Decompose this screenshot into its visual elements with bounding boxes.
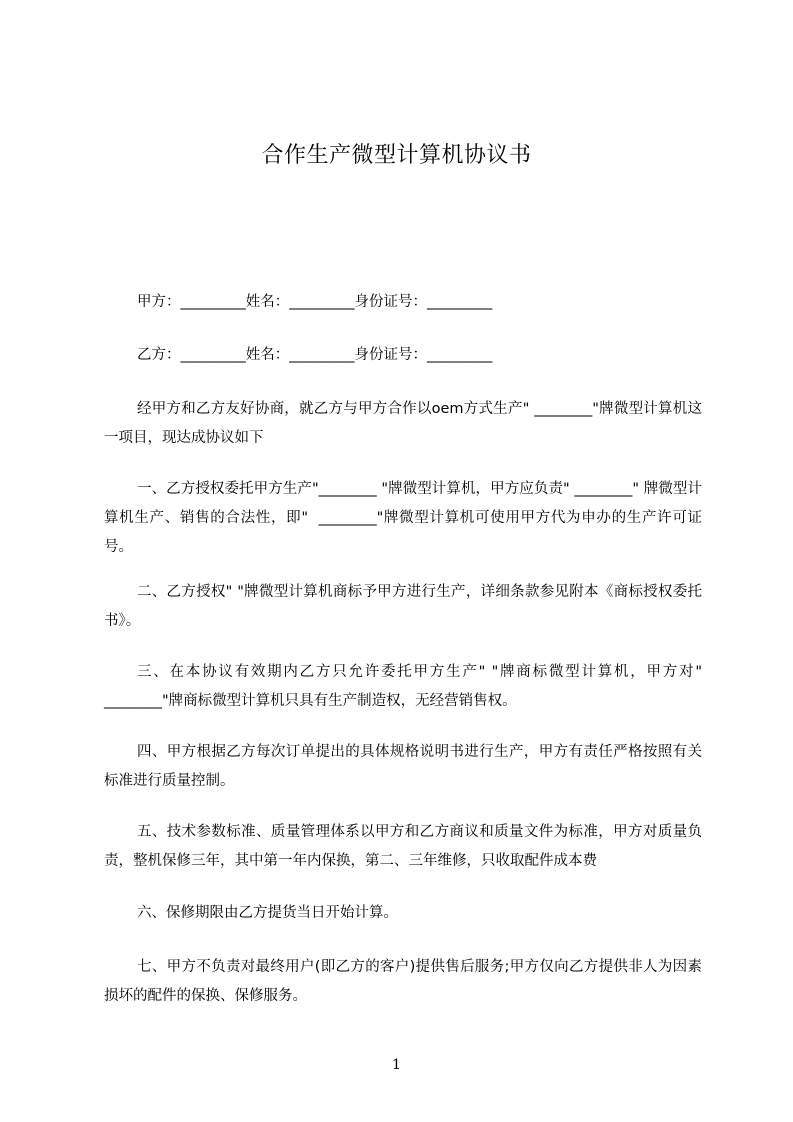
clause-1: 一、乙方授权委托甲方生产"________ "牌微型计算机，甲方应负责" ________" 牌微型计算机生产、销售的合法性，即" ________"牌微型计算机可使用甲方代为申办的生产许可证号。 <box>104 481 702 555</box>
intro-paragraph: 经甲方和乙方友好协商，就乙方与甲方合作以oem方式生产" ________"牌微型计算机这一项目，现达成协议如下 <box>104 401 702 446</box>
clause-3: 三、在本协议有效期内乙方只允许委托甲方生产" "牌商标微型计算机，甲方对" ________"牌商标微型计算机只具有生产制造权，无经营销售权。 <box>104 664 707 709</box>
clause-2: 二、乙方授权" "牌微型计算机商标予甲方进行生产，详细条款参见附本《商标授权委托书》。 <box>104 584 702 629</box>
page-number: 1 <box>392 1057 401 1073</box>
clause-6: 六、保修期限由乙方提货当日开始计算。 <box>137 905 398 921</box>
party-a-line: 甲方：_________姓名：_________身份证号：_________ <box>137 294 493 310</box>
document-title: 合作生产微型计算机协议书 <box>261 143 532 168</box>
clause-5: 五、技术参数标准、质量管理体系以甲方和乙方商议和质量文件为标准，甲方对质量负责，整机保修三年，其中第一年内保换，第二、三年维修，只收取配件成本费 <box>104 824 702 869</box>
clause-7: 七、甲方不负责对最终用户(即乙方的客户)提供售后服务;甲方仅向乙方提供非人为因素损坏的配件的保换、保修服务。 <box>104 959 702 1004</box>
party-b-line: 乙方：_________姓名：_________身份证号：_________ <box>137 347 493 363</box>
clause-4: 四、甲方根据乙方每次订单提出的具体规格说明书进行生产，甲方有责任严格按照有关标准进行质量控制。 <box>104 744 702 789</box>
